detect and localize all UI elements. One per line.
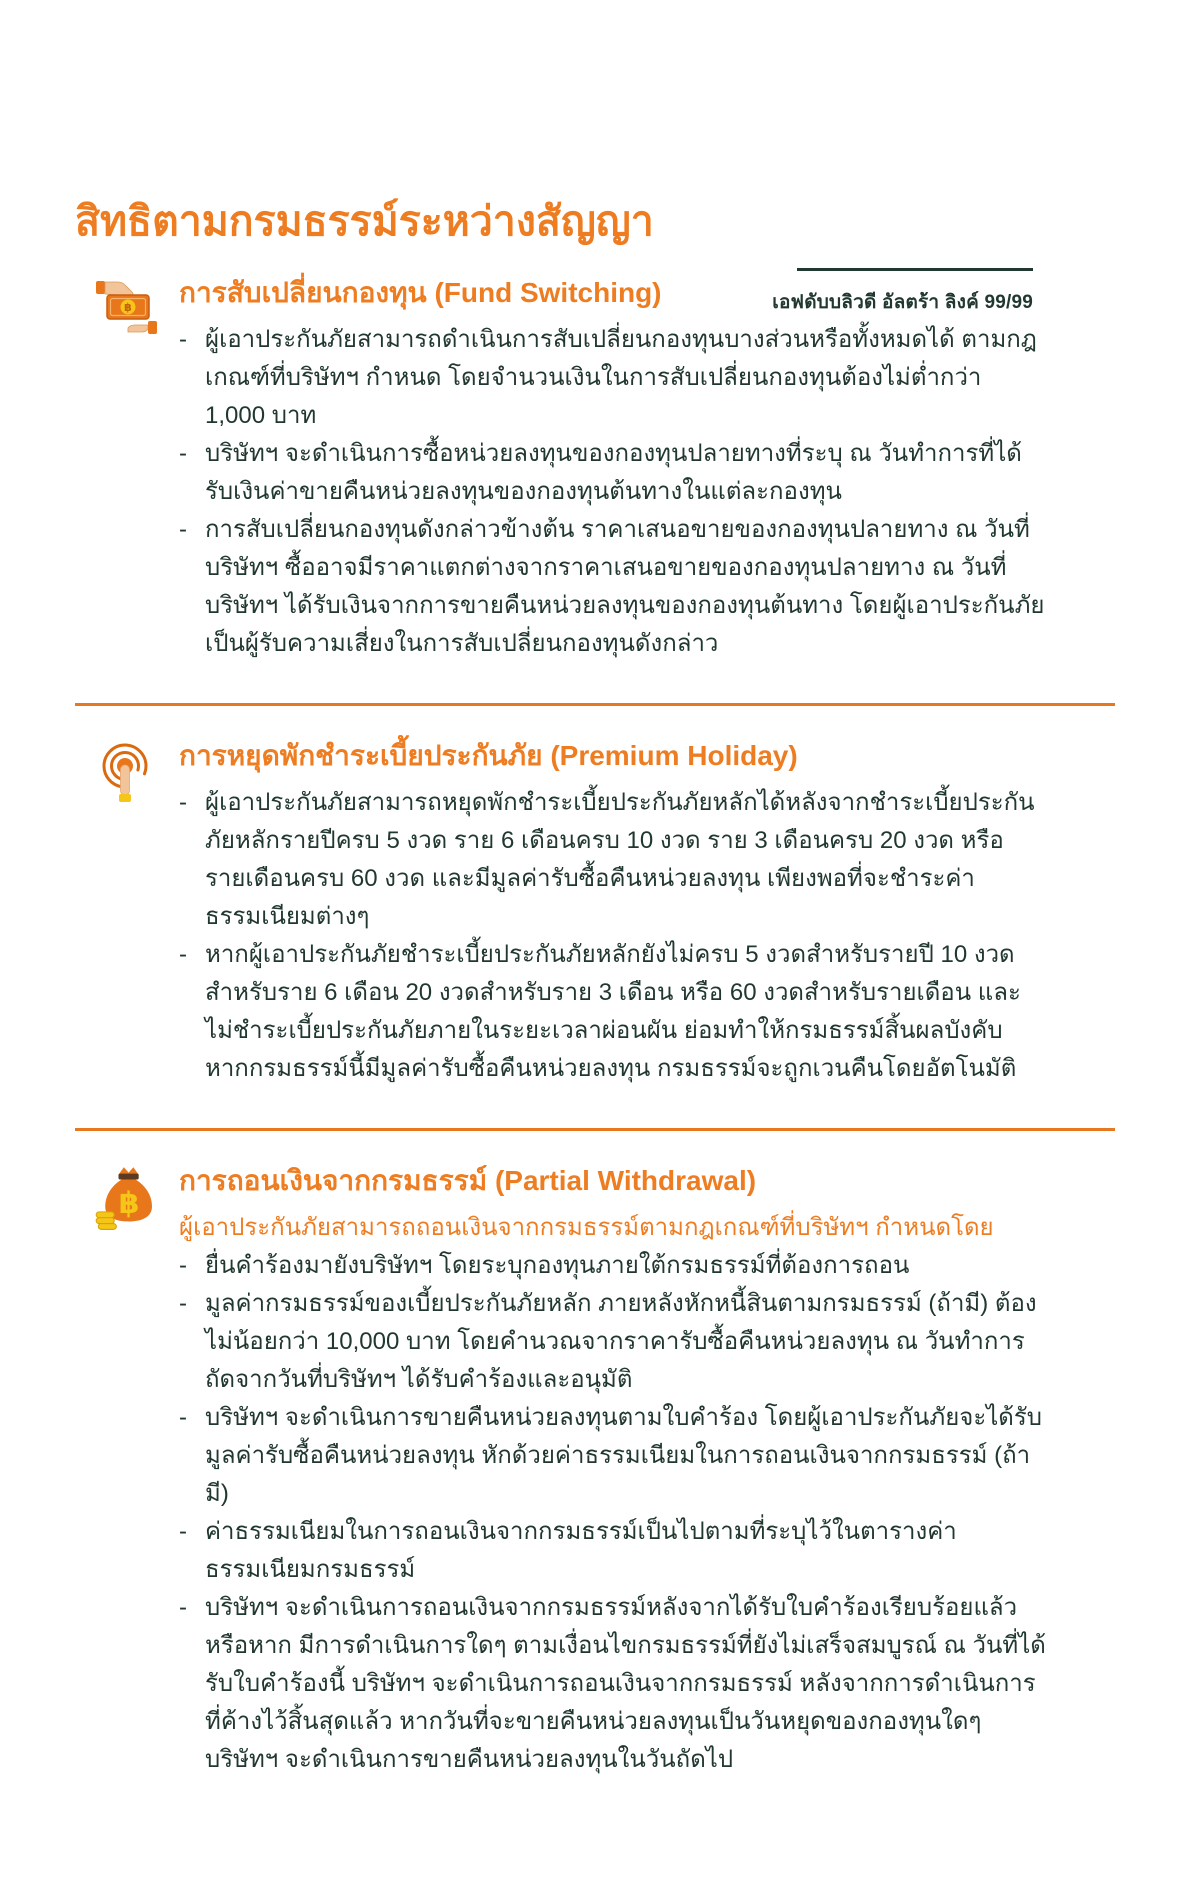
bullet-text: บริษัทฯ จะดำเนินการซื้อหน่วยลงทุนของกองทุนปลายทางที่ระบุ ณ วันทำการที่ได้รับเงินค่าขายคืนหน่วยลงทุนของกองทุนต้นทางในแต่ละกองทุน: [205, 440, 1022, 506]
press-button-icon: [95, 738, 159, 808]
doc-header: [772, 268, 1033, 317]
bullet-text: การสับเปลี่ยนกองทุนดังกล่าวข้างต้น ราคาเสนอขายของกองทุนปลายทาง ณ วันที่บริษัทฯ ซื้ออาจมีราคาแตกต่างจากราคาเสนอขายของกองทุนปลายทาง ณ วันที่บริษัทฯ ได้รับเงินจากการขายคืนหน่วยลงทุนของกองทุนต้นทาง โดยผู้เอาประกันภัยเป็นผู้รับความเสี่ยงในการสับเปลี่ยนกองทุนดังกล่าว: [205, 516, 1045, 658]
section-premium-holiday: [75, 736, 1115, 1088]
bullet-marker: -: [179, 789, 187, 817]
bullet-text: บริษัทฯ จะดำเนินการขายคืนหน่วยลงทุนตามใบคำร้อง โดยผู้เอาประกันภัยจะได้รับมูลค่ารับซื้อคืนหน่วยลงทุน หักด้วยค่าธรรมเนียมในการถอนเงินจากกรมธรรม์ (ถ้ามี): [205, 1404, 1042, 1508]
bullet-marker: -: [179, 1594, 187, 1622]
section-divider: [75, 703, 1115, 706]
page-title: สิทธิตามกรมธรรม์ระหว่างสัญญา: [75, 198, 654, 244]
bullet-marker: -: [179, 941, 187, 969]
bullet-item: [179, 1247, 1047, 1285]
bullet-item: [179, 1589, 1047, 1779]
bullet-marker: -: [179, 1518, 187, 1546]
svg-text:฿: ฿: [118, 1187, 140, 1221]
bullet-item: [179, 1285, 1047, 1399]
bullet-item: [179, 784, 1047, 936]
bullet-text: บริษัทฯ จะดำเนินการถอนเงินจากกรมธรรม์หลังจากได้รับใบคำร้องเรียบร้อยแล้วหรือหาก มีการดำเนินการใดๆ ตามเงื่อนไขกรมธรรม์ที่ยังไม่เสร็จสมบูรณ์ ณ วันที่ได้รับใบคำร้องนี้ บริษัทฯ จะดำเนินการถอนเงินจากกรมธรรม์ หลังจากการดำเนินการที่ค้างไว้สิ้นสุดแล้ว หากวันที่จะขายคืนหน่วยลงทุนเป็นวันหยุดของกองทุนใดๆ บริษัทฯ จะดำเนินการขายคืนหน่วยลงทุนในวันถัดไป: [205, 1594, 1046, 1774]
section-fund-switching: [75, 273, 1115, 663]
money-bag-icon: [93, 1163, 161, 1231]
hand-money-icon: [91, 275, 163, 339]
bullet-marker: -: [179, 326, 187, 354]
bullet-marker: -: [179, 1290, 187, 1318]
section-icon-cell: [75, 1161, 179, 1231]
bullet-marker: -: [179, 1252, 187, 1280]
section-heading: การหยุดพักชำระเบี้ยประกันภัย (Premium Holiday): [179, 740, 798, 772]
bullet-text: ค่าธรรมเนียมในการถอนเงินจากกรมธรรม์เป็นไปตามที่ระบุไว้ในตารางค่าธรรมเนียมกรมธรรม์: [205, 1518, 957, 1584]
section-heading: การสับเปลี่ยนกองทุน (Fund Switching): [179, 277, 662, 309]
section-heading: การถอนเงินจากกรมธรรม์ (Partial Withdrawal): [179, 1165, 757, 1197]
svg-text:฿: ฿: [124, 302, 132, 315]
bullet-text: หากผู้เอาประกันภัยชำระเบี้ยประกันภัยหลักยังไม่ครบ 5 งวดสำหรับรายปี 10 งวดสำหรับราย 6 เดือน 20 งวดสำหรับราย 3 เดือน หรือ 60 งวดสำหรับรายเดือน และไม่ชำระเบี้ยประกันภัยภายในระยะเวลาผ่อนผัน ย่อมทำให้กรมธรรม์สิ้นผลบังคับ หากกรมธรรม์นี้มีมูลค่ารับซื้อคืนหน่วยลงทุน กรมธรรม์จะถูกเวนคืนโดยอัตโนมัติ: [205, 941, 1021, 1083]
bullet-text: ยื่นคำร้องมายังบริษัทฯ โดยระบุกองทุนภายใต้กรมธรรม์ที่ต้องการถอน: [205, 1252, 910, 1280]
bullet-text: ผู้เอาประกันภัยสามารถหยุดพักชำระเบี้ยประกันภัยหลักได้หลังจากชำระเบี้ยประกันภัยหลักรายปีครบ 5 งวด ราย 6 เดือนครบ 10 งวด ราย 3 เดือนครบ 20 งวด หรือ รายเดือนครบ 60 งวด และมีมูลค่ารับซื้อคืนหน่วยลงทุน เพียงพอที่จะชำระค่าธรรมเนียมต่างๆ: [205, 789, 1035, 931]
header-divider: [797, 268, 1033, 271]
section-divider: [75, 1128, 1115, 1131]
bullet-text: มูลค่ากรมธรรม์ของเบี้ยประกันภัยหลัก ภายหลังหักหนี้สินตามกรมธรรม์ (ถ้ามี) ต้องไม่น้อยกว่า 10,000 บาท โดยคำนวณจากราคารับซื้อคืนหน่วยลงทุน ณ วันทำการถัดจากวันที่บริษัทฯ ได้รับคำร้องและอนุมัติ: [205, 1290, 1037, 1394]
bullet-marker: -: [179, 1404, 187, 1432]
section-content: [179, 1161, 1115, 1779]
document-page: [0, 196, 1190, 1879]
bullet-item: [179, 936, 1047, 1088]
section-icon-cell: [75, 736, 179, 808]
section-content: [179, 736, 1115, 1088]
section-icon-cell: [75, 273, 179, 339]
bullet-marker: -: [179, 440, 187, 468]
section-partial-withdrawal: [75, 1161, 1115, 1779]
section-content: [179, 273, 1115, 663]
bullet-item: [179, 1399, 1047, 1513]
bullet-text: ผู้เอาประกันภัยสามารถดำเนินการสับเปลี่ยนกองทุนบางส่วนหรือทั้งหมดได้ ตามกฎเกณฑ์ที่บริษัทฯ กำหนด โดยจำนวนเงินในการสับเปลี่ยนกองทุนต้องไม่ต่ำกว่า 1,000 บาท: [205, 326, 1037, 430]
product-name: เอฟดับบลิวดี อัลตร้า ลิงค์ 99/99: [772, 292, 1033, 313]
bullet-item: [179, 435, 1047, 511]
bullet-marker: -: [179, 516, 187, 544]
section-intro: ผู้เอาประกันภัยสามารถถอนเงินจากกรมธรรม์ตามกฎเกณฑ์ที่บริษัทฯ กำหนดโดย: [179, 1214, 994, 1242]
bullet-item: [179, 1513, 1047, 1589]
bullet-item: [179, 321, 1047, 435]
bullet-item: [179, 511, 1047, 663]
